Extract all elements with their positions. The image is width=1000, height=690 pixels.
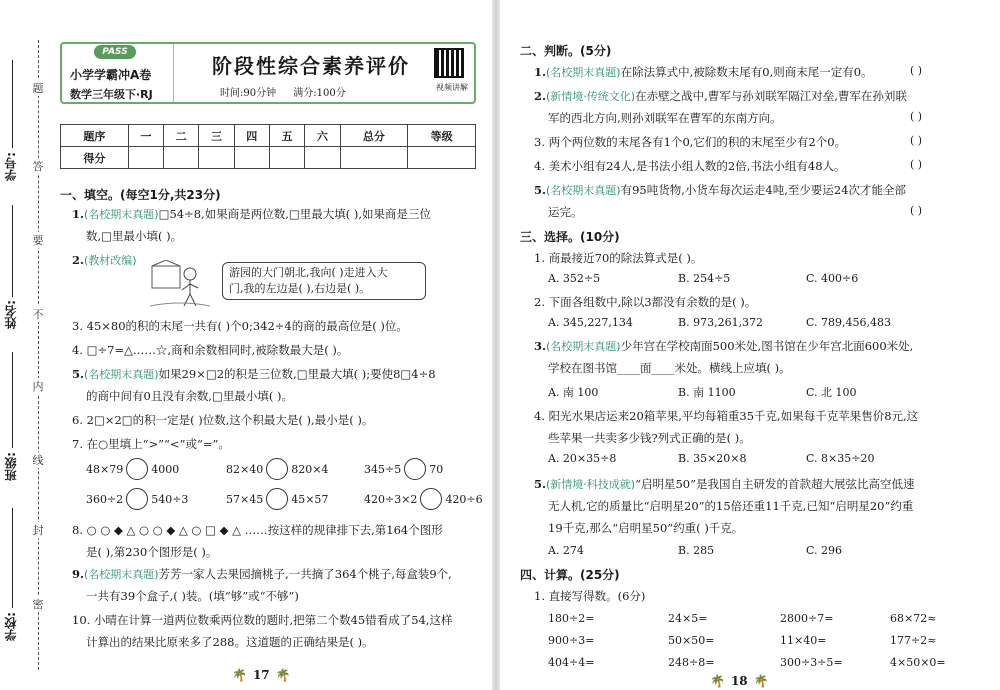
binding-word: 密	[32, 598, 44, 611]
score-cell: 四	[234, 125, 269, 147]
compare-right: 540÷3	[151, 492, 189, 506]
palm-tree-icon: 🌴	[753, 674, 769, 688]
binding-word: 内	[32, 380, 44, 393]
judge-4: 4. 美术小组有24人,是书法小组人数的2倍,书法小组有48人。	[534, 159, 846, 173]
question-2-label	[72, 252, 137, 269]
question-5-line-1	[72, 366, 436, 383]
exam-meta	[220, 84, 360, 99]
question-9-line-2: 一共有39个盒子,( )装。(填“够”或“不够”)	[86, 589, 299, 603]
calc-item[interactable]: 2800÷7=	[780, 612, 834, 625]
grade-label: 数学三年级下·RJ	[70, 88, 153, 101]
binding-word: 要	[32, 234, 44, 247]
question-tag: (名校期末真题)	[546, 340, 621, 353]
question-tag: (新情境·传统文化)	[546, 90, 636, 103]
score-cell: 五	[269, 125, 304, 147]
question-2-speech-bubble	[222, 262, 426, 300]
calc-item[interactable]: 900÷3=	[548, 634, 595, 647]
question-number: 1.	[72, 207, 85, 221]
question-5-line-2: 的商中间有0且没有余数,□里最小填( )。	[86, 389, 293, 403]
question-number: 5.	[72, 367, 85, 381]
score-table-header-row	[61, 125, 476, 147]
compare-circle[interactable]	[126, 458, 148, 480]
series-name: 小学学霸冲A卷	[70, 68, 152, 82]
question-tag: (教材改编)	[84, 254, 137, 267]
score-input-cell[interactable]	[408, 147, 476, 169]
compare-item	[364, 458, 443, 480]
choice-option[interactable]: C. 296	[806, 544, 843, 557]
question-number: 1.	[534, 65, 547, 79]
compare-item	[86, 488, 188, 510]
question-8-line-2: 是( ),第230个图形是( )。	[86, 545, 218, 559]
qr-label: 视频讲解	[436, 83, 468, 92]
question-text: □54÷8,如果商是两位数,□里最大填( ),如果商是三位	[158, 207, 432, 221]
score-input-cell[interactable]	[164, 147, 199, 169]
palm-tree-icon: 🌴	[232, 668, 247, 682]
calc-item[interactable]: 24×5=	[668, 612, 708, 625]
compare-circle[interactable]	[126, 488, 148, 510]
question-text: 少年宫在学校南面500米处,图书馆在少年宫北面600米处,	[620, 339, 914, 353]
calc-item[interactable]: 177÷2≈	[890, 634, 937, 647]
name-label: 姓名:	[4, 300, 18, 329]
question-6: 6. 2□×2□的积一定是( )位数,这个积最大是( ),最小是( )。	[72, 413, 374, 427]
score-input-cell[interactable]	[128, 147, 163, 169]
bubble-line-1: 游园的大门朝北,我向( )走进入大	[229, 266, 388, 279]
calc-item[interactable]: 180÷2=	[548, 612, 595, 625]
compare-right: 70	[429, 462, 444, 476]
choice-option[interactable]: B. 南 1100	[678, 386, 736, 399]
choice-option[interactable]: A. 20×35÷8	[548, 452, 617, 465]
answer-paren[interactable]: ( )	[910, 204, 923, 217]
calc-item[interactable]: 404÷4=	[548, 656, 595, 669]
bubble-line-2: 门,我的左边是( ),右边是( )。	[229, 282, 371, 295]
calc-subheading: 1. 直接写得数。(6分)	[534, 589, 646, 603]
compare-circle[interactable]	[404, 458, 426, 480]
judge-2-line-1	[534, 88, 907, 105]
question-text: 在除法算式中,被除数末尾有0,则商末尾一定有0。	[620, 65, 873, 79]
calc-item[interactable]: 11×40=	[780, 634, 827, 647]
section-choice-heading: 三、选择。(10分)	[520, 230, 620, 244]
book-spine	[492, 0, 500, 690]
score-cell: 一	[128, 125, 163, 147]
question-number: 5.	[534, 477, 547, 491]
score-input-cell[interactable]	[305, 147, 340, 169]
question-number: 5.	[534, 183, 547, 197]
page-number-text: 17	[252, 668, 270, 682]
question-text: 有95吨货物,小货车每次运走4吨,至少要运24次才能全部	[620, 183, 907, 197]
right-page	[500, 0, 1000, 690]
binding-word: 题	[32, 82, 44, 95]
score-cell: 等级	[408, 125, 476, 147]
pass-logo: PASS	[94, 45, 136, 59]
calc-item[interactable]: 68×72≈	[890, 612, 937, 625]
palm-tree-icon: 🌴	[710, 674, 725, 688]
question-tag: (名校期末真题)	[84, 568, 159, 581]
exam-title: 阶段性综合素养评价	[212, 54, 410, 78]
answer-paren[interactable]: ( )	[910, 158, 923, 171]
score-cell: 得分	[61, 147, 129, 169]
judge-5-line-2: 运完。	[548, 205, 583, 219]
question-1-line-1	[72, 206, 431, 223]
choice-5-line-1	[534, 476, 915, 493]
judge-1	[534, 64, 873, 81]
compare-circle[interactable]	[266, 458, 288, 480]
question-tag: (名校期末真题)	[84, 208, 159, 221]
compare-right: 420÷6	[445, 492, 483, 506]
choice-option[interactable]: B. 285	[678, 544, 715, 557]
compare-left: 48×79	[86, 462, 124, 476]
question-text: 如果29×□2的积是三位数,□里最大填( );要使8□4÷8	[158, 367, 436, 381]
question-text: “启明星50”是我国自主研发的首款超大展弦比高空低速	[635, 477, 915, 491]
school-field[interactable]	[12, 508, 13, 608]
score-input-cell[interactable]	[269, 147, 304, 169]
choice-option[interactable]: A. 274	[548, 544, 584, 557]
binding-word: 线	[32, 454, 44, 467]
compare-item	[86, 458, 179, 480]
choice-option[interactable]: B. 254÷5	[678, 272, 731, 285]
choice-option[interactable]: B. 973,261,372	[678, 316, 764, 329]
question-tag: (名校期末真题)	[546, 66, 621, 79]
section-fill-blanks-heading: 一、填空。(每空1分,共23分)	[60, 188, 221, 202]
page-number-right	[710, 674, 769, 688]
score-cell: 六	[305, 125, 340, 147]
header-series-box	[62, 44, 174, 102]
compare-right: 820×4	[291, 462, 329, 476]
question-number: 2.	[534, 89, 547, 103]
choice-4-line-1: 4. 阳光水果店运来20箱苹果,平均每箱重35千克,如果每千克苹果售价8元,这	[534, 409, 919, 423]
compare-circle[interactable]	[266, 488, 288, 510]
compare-left: 82×40	[226, 462, 264, 476]
name-field[interactable]	[12, 205, 13, 297]
exam-full-score: 满分:100分	[293, 88, 346, 99]
question-number: 9.	[72, 567, 85, 581]
compare-item	[226, 488, 328, 510]
question-tag: (名校期末真题)	[84, 368, 159, 381]
left-page	[0, 0, 492, 690]
score-input-cell[interactable]	[199, 147, 234, 169]
compare-item	[226, 458, 328, 480]
choice-option[interactable]: B. 35×20×8	[678, 452, 747, 465]
calc-item[interactable]: 248÷8=	[668, 656, 715, 669]
qr-code-icon[interactable]	[434, 48, 464, 78]
compare-left: 360÷2	[86, 492, 124, 506]
question-text: 芳芳一家人去果园摘桃子,一共摘了364个桃子,每盒装9个,	[158, 567, 452, 581]
binding-dashed-line	[38, 40, 39, 670]
student-id-field[interactable]	[12, 60, 13, 148]
question-tag: (新情境·科技成就)	[546, 478, 636, 491]
exam-header	[60, 42, 476, 104]
score-cell: 题序	[61, 125, 129, 147]
calc-item[interactable]: 4×50×0=	[890, 656, 946, 669]
section-true-false-heading: 二、判断。(5分)	[520, 44, 612, 58]
choice-4-line-2: 些苹果一共卖多少钱?列式正确的是( )。	[548, 431, 751, 445]
choice-5-line-2: 无人机,它的质量比“启明星20”的15倍还重11千克,已知“启明星20”约重	[548, 499, 914, 513]
palm-tree-icon: 🌴	[275, 668, 291, 682]
question-1-line-2: 数,□里最小填( )。	[86, 229, 183, 243]
choice-2: 2. 下面各组数中,除以3都没有余数的是( )。	[534, 295, 757, 309]
class-field[interactable]	[12, 352, 13, 448]
compare-right: 45×57	[291, 492, 329, 506]
class-label: 班级:	[4, 452, 18, 481]
choice-option[interactable]: A. 南 100	[548, 386, 599, 399]
choice-option[interactable]: A. 345,227,134	[548, 316, 633, 329]
compare-circle[interactable]	[420, 488, 442, 510]
binding-word: 不	[32, 308, 44, 321]
score-cell: 二	[164, 125, 199, 147]
choice-option[interactable]: C. 400÷6	[806, 272, 859, 285]
choice-option[interactable]: A. 352÷5	[548, 272, 601, 285]
question-3: 3. 45×80的积的末尾一共有( )个0;342÷4的商的最高位是( )位。	[72, 319, 408, 333]
judge-5-line-1	[534, 182, 906, 199]
choice-1: 1. 商最接近70的除法算式是( )。	[534, 251, 703, 265]
question-8-line-1: 8. ○ ○ ◆ △ ○ ○ ◆ △ ○ □ ◆ △ ……按这样的规律排下去,第164个图形	[72, 523, 443, 537]
answer-paren[interactable]: ( )	[910, 110, 923, 123]
compare-left: 420÷3×2	[364, 492, 418, 506]
calc-item[interactable]: 50×50=	[668, 634, 715, 647]
student-id-label: 学号:	[4, 152, 18, 181]
question-9-line-1	[72, 566, 452, 583]
score-cell: 总分	[340, 125, 408, 147]
section-calculation-heading: 四、计算。(25分)	[520, 568, 620, 582]
answer-paren[interactable]: ( )	[910, 64, 923, 77]
question-7: 7. 在○里填上“>”“<”或“=”。	[72, 437, 230, 451]
question-10-line-1: 10. 小晴在计算一道两位数乘两位数的题时,把第二个数45错看成了54,这样	[72, 613, 453, 627]
binding-strip	[0, 0, 56, 690]
question-4: 4. □÷7=△……☆,商和余数相同时,被除数最大是( )。	[72, 343, 349, 357]
judge-2-line-2: 军的西北方向,则孙刘联军在曹军的东南方向。	[548, 111, 782, 125]
compare-item	[364, 488, 483, 510]
choice-option[interactable]: C. 789,456,483	[806, 316, 891, 329]
question-text: 在赤壁之战中,曹军与孙刘联军隔江对垒,曹军在孙刘联	[635, 89, 907, 103]
choice-3-line-1	[534, 338, 913, 355]
exam-time: 时间:90分钟	[220, 88, 277, 99]
school-label: 学校:	[4, 612, 18, 641]
compare-left: 57×45	[226, 492, 264, 506]
score-table-score-row	[61, 147, 476, 169]
compare-right: 4000	[151, 462, 180, 476]
score-input-cell[interactable]	[234, 147, 269, 169]
choice-5-line-3: 19千克,那么“启明星50”约重( )千克。	[548, 521, 744, 535]
question-number: 3.	[534, 339, 547, 353]
choice-3-line-2: 学校在图书馆____面____米处。横线上应填( )。	[548, 361, 791, 375]
question-10-line-2: 计算出的结果比原来多了288。这道题的正确结果是( )。	[86, 635, 374, 649]
calc-item[interactable]: 300÷3÷5=	[780, 656, 843, 669]
score-input-cell[interactable]	[340, 147, 408, 169]
choice-option[interactable]: C. 北 100	[806, 386, 857, 399]
answer-paren[interactable]: ( )	[910, 134, 923, 147]
choice-option[interactable]: C. 8×35÷20	[806, 452, 875, 465]
question-tag: (名校期末真题)	[546, 184, 621, 197]
page-number-text: 18	[730, 674, 748, 688]
binding-word: 封	[32, 524, 44, 537]
score-cell: 三	[199, 125, 234, 147]
child-illustration	[150, 260, 210, 308]
binding-word: 答	[32, 160, 44, 173]
score-table	[60, 124, 476, 169]
page-number-left	[232, 668, 291, 682]
judge-3: 3. 两个两位数的末尾各有1个0,它们的积的末尾至少有2个0。	[534, 135, 847, 149]
compare-left: 345÷5	[364, 462, 402, 476]
question-number: 2.	[72, 253, 85, 267]
